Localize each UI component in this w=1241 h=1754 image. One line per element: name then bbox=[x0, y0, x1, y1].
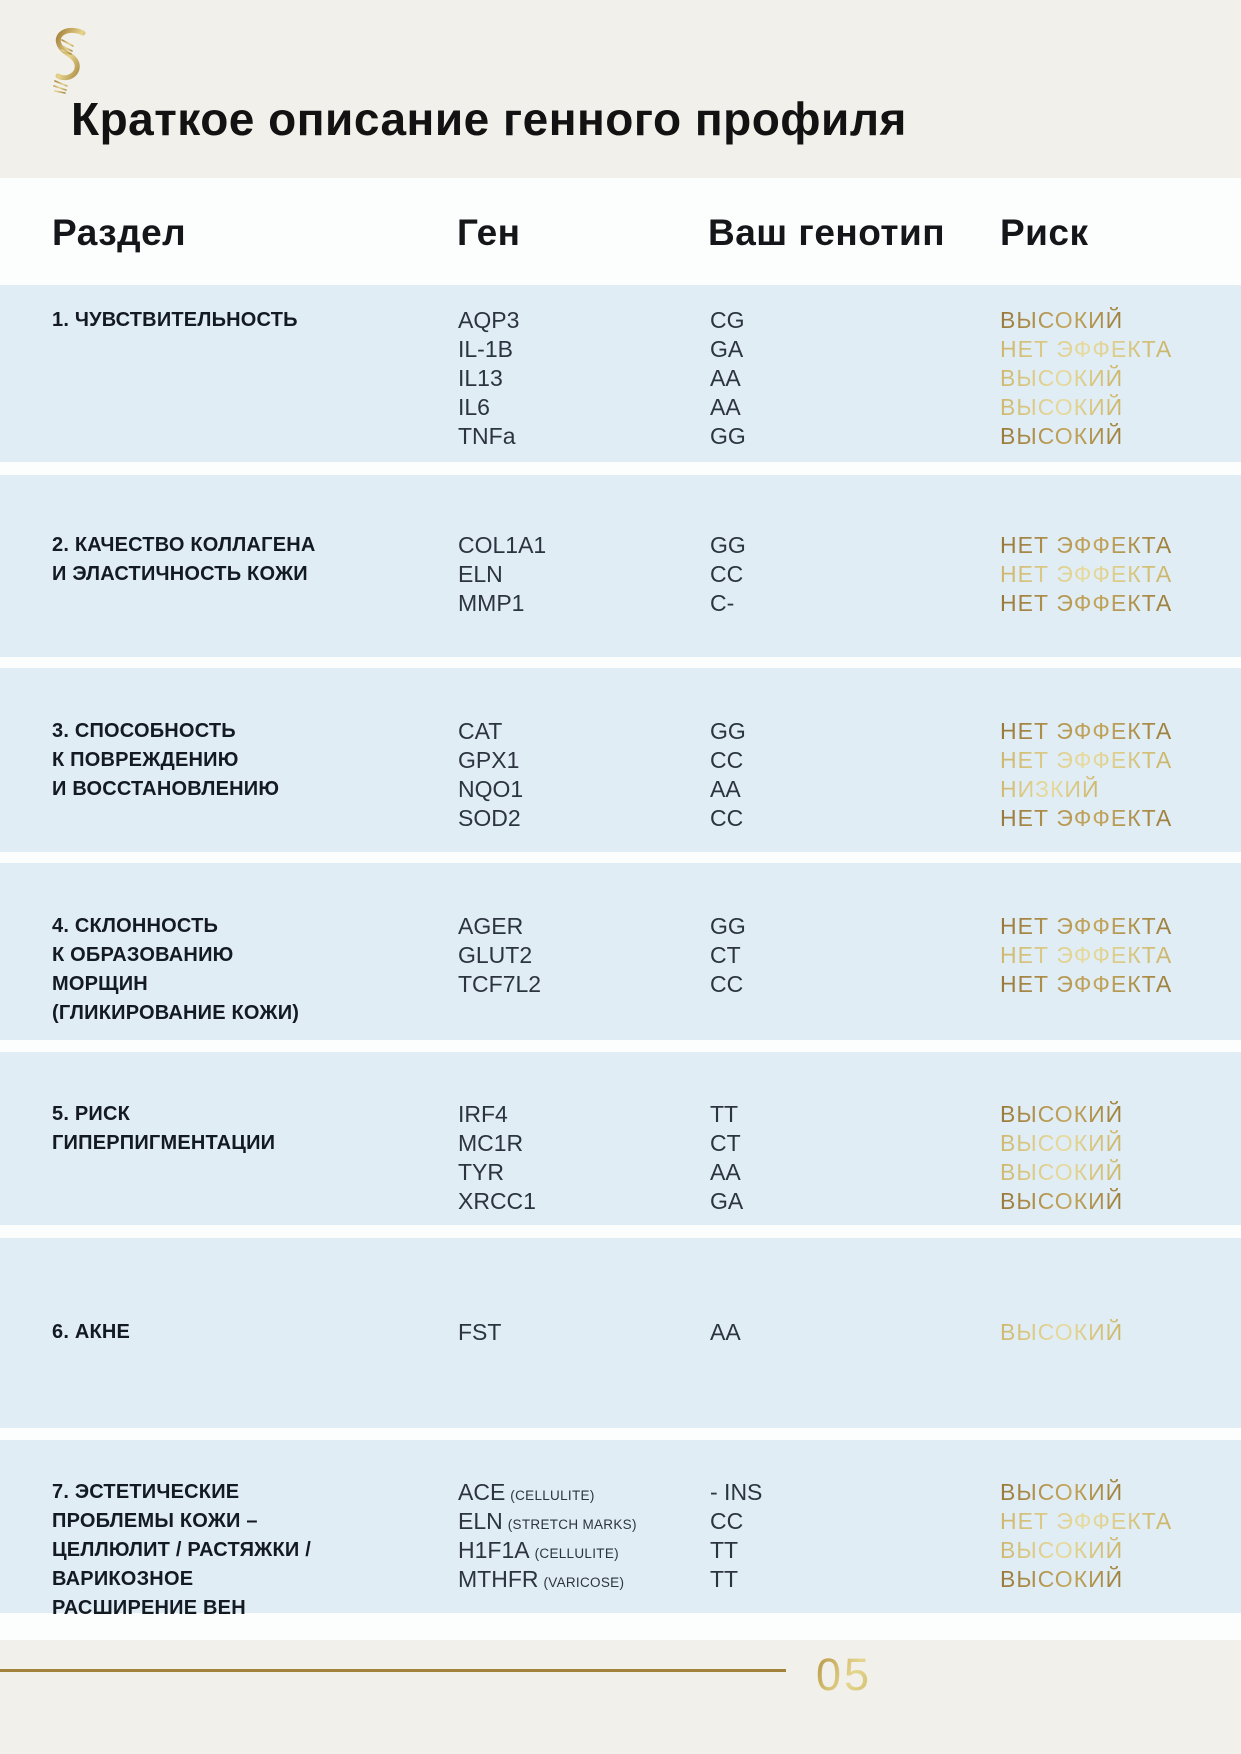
gene-note: (STRETCH MARKS) bbox=[507, 1517, 637, 1532]
gene-name bbox=[458, 1507, 708, 1536]
genotype-value: CT bbox=[710, 1130, 741, 1156]
gene-name bbox=[458, 1478, 708, 1507]
genotype-value: AA bbox=[710, 1319, 741, 1345]
gene-column bbox=[458, 1318, 708, 1347]
risk-value: ВЫСОКИЙ bbox=[1000, 1566, 1124, 1592]
risk-value: НЕТ ЭФФЕКТА bbox=[1000, 913, 1173, 939]
genotype-column bbox=[710, 1100, 910, 1216]
section-label bbox=[52, 306, 412, 335]
risk-value: ВЫСОКИЙ bbox=[1000, 1188, 1124, 1214]
section-label bbox=[52, 1478, 412, 1623]
risk-value: ВЫСОКИЙ bbox=[1000, 1130, 1124, 1156]
gene-note: (VARICOSE) bbox=[543, 1575, 625, 1590]
risk-column bbox=[1000, 717, 1235, 833]
risk-value: ВЫСОКИЙ bbox=[1000, 1479, 1124, 1505]
page-title: Краткое описание генного профиля bbox=[71, 93, 907, 145]
risk-column bbox=[1000, 531, 1235, 618]
gene-name bbox=[458, 1565, 708, 1594]
section-label-line: К ПОВРЕЖДЕНИЮ bbox=[52, 749, 239, 771]
gene-name: GLUT2 bbox=[458, 942, 533, 968]
genotype-value: GG bbox=[710, 913, 746, 939]
gene-name: IL-1B bbox=[458, 336, 513, 362]
genotype-column bbox=[710, 306, 910, 451]
risk-value: ВЫСОКИЙ bbox=[1000, 1537, 1124, 1563]
genotype-value: CT bbox=[710, 942, 741, 968]
genotype-value: CG bbox=[710, 307, 745, 333]
gene-name: GPX1 bbox=[458, 747, 520, 773]
gene-name: TNFa bbox=[458, 423, 516, 449]
section-label-line: И ВОССТАНОВЛЕНИЮ bbox=[52, 778, 280, 800]
gene-note: (CELLULITE) bbox=[510, 1488, 595, 1503]
gene-name: IL13 bbox=[458, 365, 503, 391]
section-label-line: ВАРИКОЗНОЕ bbox=[52, 1568, 194, 1590]
risk-value: НЕТ ЭФФЕКТА bbox=[1000, 532, 1173, 558]
risk-value: ВЫСОКИЙ bbox=[1000, 394, 1124, 420]
genotype-value: GG bbox=[710, 423, 746, 449]
genotype-value: CC bbox=[710, 1508, 744, 1534]
gene-note: (CELLULITE) bbox=[534, 1546, 619, 1561]
genotype-value: GG bbox=[710, 532, 746, 558]
table-header-row bbox=[0, 212, 1241, 262]
gene-name: IL6 bbox=[458, 394, 490, 420]
risk-column bbox=[1000, 306, 1235, 451]
section-block-2 bbox=[0, 475, 1241, 657]
gene-name: COL1A1 bbox=[458, 532, 547, 558]
genotype-column bbox=[710, 1318, 910, 1347]
genotype-value: TT bbox=[710, 1101, 739, 1127]
section-block-5 bbox=[0, 1052, 1241, 1225]
risk-value: НЕТ ЭФФЕКТА bbox=[1000, 1508, 1173, 1534]
section-label-line: РАСШИРЕНИЕ ВЕН bbox=[52, 1597, 246, 1619]
gene-column bbox=[458, 912, 708, 999]
page-number: 05 bbox=[816, 1649, 873, 1700]
genotype-column bbox=[710, 912, 910, 999]
section-label bbox=[52, 1100, 412, 1158]
genotype-value: GA bbox=[710, 1188, 744, 1214]
gene-name: AGER bbox=[458, 913, 524, 939]
risk-column bbox=[1000, 912, 1235, 999]
genotype-value: AA bbox=[710, 394, 741, 420]
risk-value: НЕТ ЭФФЕКТА bbox=[1000, 971, 1173, 997]
risk-column bbox=[1000, 1478, 1235, 1594]
gene-symbol: H1F1A bbox=[458, 1537, 530, 1563]
header-genotype: Ваш генотип bbox=[708, 212, 946, 253]
section-label-line: ПРОБЛЕМЫ КОЖИ – bbox=[52, 1510, 258, 1532]
risk-value: ВЫСОКИЙ bbox=[1000, 423, 1124, 449]
gene-name: IRF4 bbox=[458, 1101, 508, 1127]
genotype-value: AA bbox=[710, 776, 741, 802]
risk-value: НЕТ ЭФФЕКТА bbox=[1000, 747, 1173, 773]
gene-name: TCF7L2 bbox=[458, 971, 542, 997]
gene-name: XRCC1 bbox=[458, 1188, 536, 1214]
gene-column bbox=[458, 306, 708, 451]
risk-value: ВЫСОКИЙ bbox=[1000, 307, 1124, 333]
genotype-value: TT bbox=[710, 1537, 739, 1563]
genotype-value: CC bbox=[710, 747, 744, 773]
genotype-value: CC bbox=[710, 561, 744, 587]
section-label bbox=[52, 1318, 412, 1347]
risk-value: ВЫСОКИЙ bbox=[1000, 1319, 1124, 1345]
gene-name: TYR bbox=[458, 1159, 504, 1185]
gene-symbol: MTHFR bbox=[458, 1566, 539, 1592]
risk-value: НЕТ ЭФФЕКТА bbox=[1000, 336, 1173, 362]
gene-name: FST bbox=[458, 1319, 502, 1345]
section-label-line: К ОБРАЗОВАНИЮ bbox=[52, 944, 234, 966]
section-block-4 bbox=[0, 863, 1241, 1040]
genotype-value: AA bbox=[710, 1159, 741, 1185]
risk-value: НЕТ ЭФФЕКТА bbox=[1000, 561, 1173, 587]
section-label-line: 1. ЧУВСТВИТЕЛЬНОСТЬ bbox=[52, 309, 298, 331]
gene-name: CAT bbox=[458, 718, 503, 744]
gene-name: AQP3 bbox=[458, 307, 520, 333]
section-label bbox=[52, 912, 412, 1028]
section-block-3 bbox=[0, 668, 1241, 852]
genotype-value: CC bbox=[710, 971, 744, 997]
genotype-value: GA bbox=[710, 336, 744, 362]
dna-helix-icon bbox=[46, 26, 92, 98]
risk-value: НЕТ ЭФФЕКТА bbox=[1000, 805, 1173, 831]
risk-value: НЕТ ЭФФЕКТА bbox=[1000, 590, 1173, 616]
section-block-6 bbox=[0, 1238, 1241, 1428]
section-label-line: 2. КАЧЕСТВО КОЛЛАГЕНА bbox=[52, 534, 316, 556]
gene-name bbox=[458, 1536, 708, 1565]
section-label-line: И ЭЛАСТИЧНОСТЬ КОЖИ bbox=[52, 563, 308, 585]
gene-name: ELN bbox=[458, 561, 503, 587]
section-label-line: 6. АКНЕ bbox=[52, 1321, 131, 1343]
gene-name: MMP1 bbox=[458, 590, 525, 616]
section-label-line: ГИПЕРПИГМЕНТАЦИИ bbox=[52, 1132, 276, 1154]
risk-value: НЕТ ЭФФЕКТА bbox=[1000, 718, 1173, 744]
section-label-line: ЦЕЛЛЮЛИТ / РАСТЯЖКИ / bbox=[52, 1539, 311, 1561]
risk-column bbox=[1000, 1100, 1235, 1216]
gene-name: MC1R bbox=[458, 1130, 524, 1156]
risk-value: ВЫСОКИЙ bbox=[1000, 365, 1124, 391]
risk-value: ВЫСОКИЙ bbox=[1000, 1159, 1124, 1185]
risk-value: НЕТ ЭФФЕКТА bbox=[1000, 942, 1173, 968]
genotype-value: C- bbox=[710, 590, 735, 616]
gene-name: NQO1 bbox=[458, 776, 524, 802]
genotype-column bbox=[710, 531, 910, 618]
risk-value: ВЫСОКИЙ bbox=[1000, 1101, 1124, 1127]
section-label bbox=[52, 717, 412, 804]
gene-symbol: ELN bbox=[458, 1508, 503, 1534]
header-section: Раздел bbox=[52, 212, 187, 253]
gene-column bbox=[458, 531, 708, 618]
genotype-value: CC bbox=[710, 805, 744, 831]
section-label-line: 7. ЭСТЕТИЧЕСКИЕ bbox=[52, 1481, 240, 1503]
section-label-line: 3. СПОСОБНОСТЬ bbox=[52, 720, 236, 742]
genotype-column bbox=[710, 1478, 910, 1594]
gene-name: SOD2 bbox=[458, 805, 521, 831]
genotype-value: AA bbox=[710, 365, 741, 391]
section-block-7 bbox=[0, 1440, 1241, 1619]
footer-divider-line bbox=[0, 1669, 786, 1672]
genotype-value: GG bbox=[710, 718, 746, 744]
section-label-line: (ГЛИКИРОВАНИЕ КОЖИ) bbox=[52, 1002, 300, 1024]
gene-column bbox=[458, 1100, 708, 1216]
header-risk: Риск bbox=[1000, 212, 1089, 253]
section-label-line: 4. СКЛОННОСТЬ bbox=[52, 915, 219, 937]
risk-column bbox=[1000, 1318, 1235, 1347]
gene-column bbox=[458, 1478, 708, 1594]
section-label bbox=[52, 531, 412, 589]
genotype-value: - INS bbox=[710, 1479, 763, 1505]
genotype-value: TT bbox=[710, 1566, 739, 1592]
section-label-line: 5. РИСК bbox=[52, 1103, 131, 1125]
gene-symbol: ACE bbox=[458, 1479, 506, 1505]
header-gene: Ген bbox=[457, 212, 521, 253]
section-label-line: МОРЩИН bbox=[52, 973, 148, 995]
gene-column bbox=[458, 717, 708, 833]
risk-value: НИЗКИЙ bbox=[1000, 776, 1100, 802]
section-block-1 bbox=[0, 285, 1241, 462]
genotype-column bbox=[710, 717, 910, 833]
